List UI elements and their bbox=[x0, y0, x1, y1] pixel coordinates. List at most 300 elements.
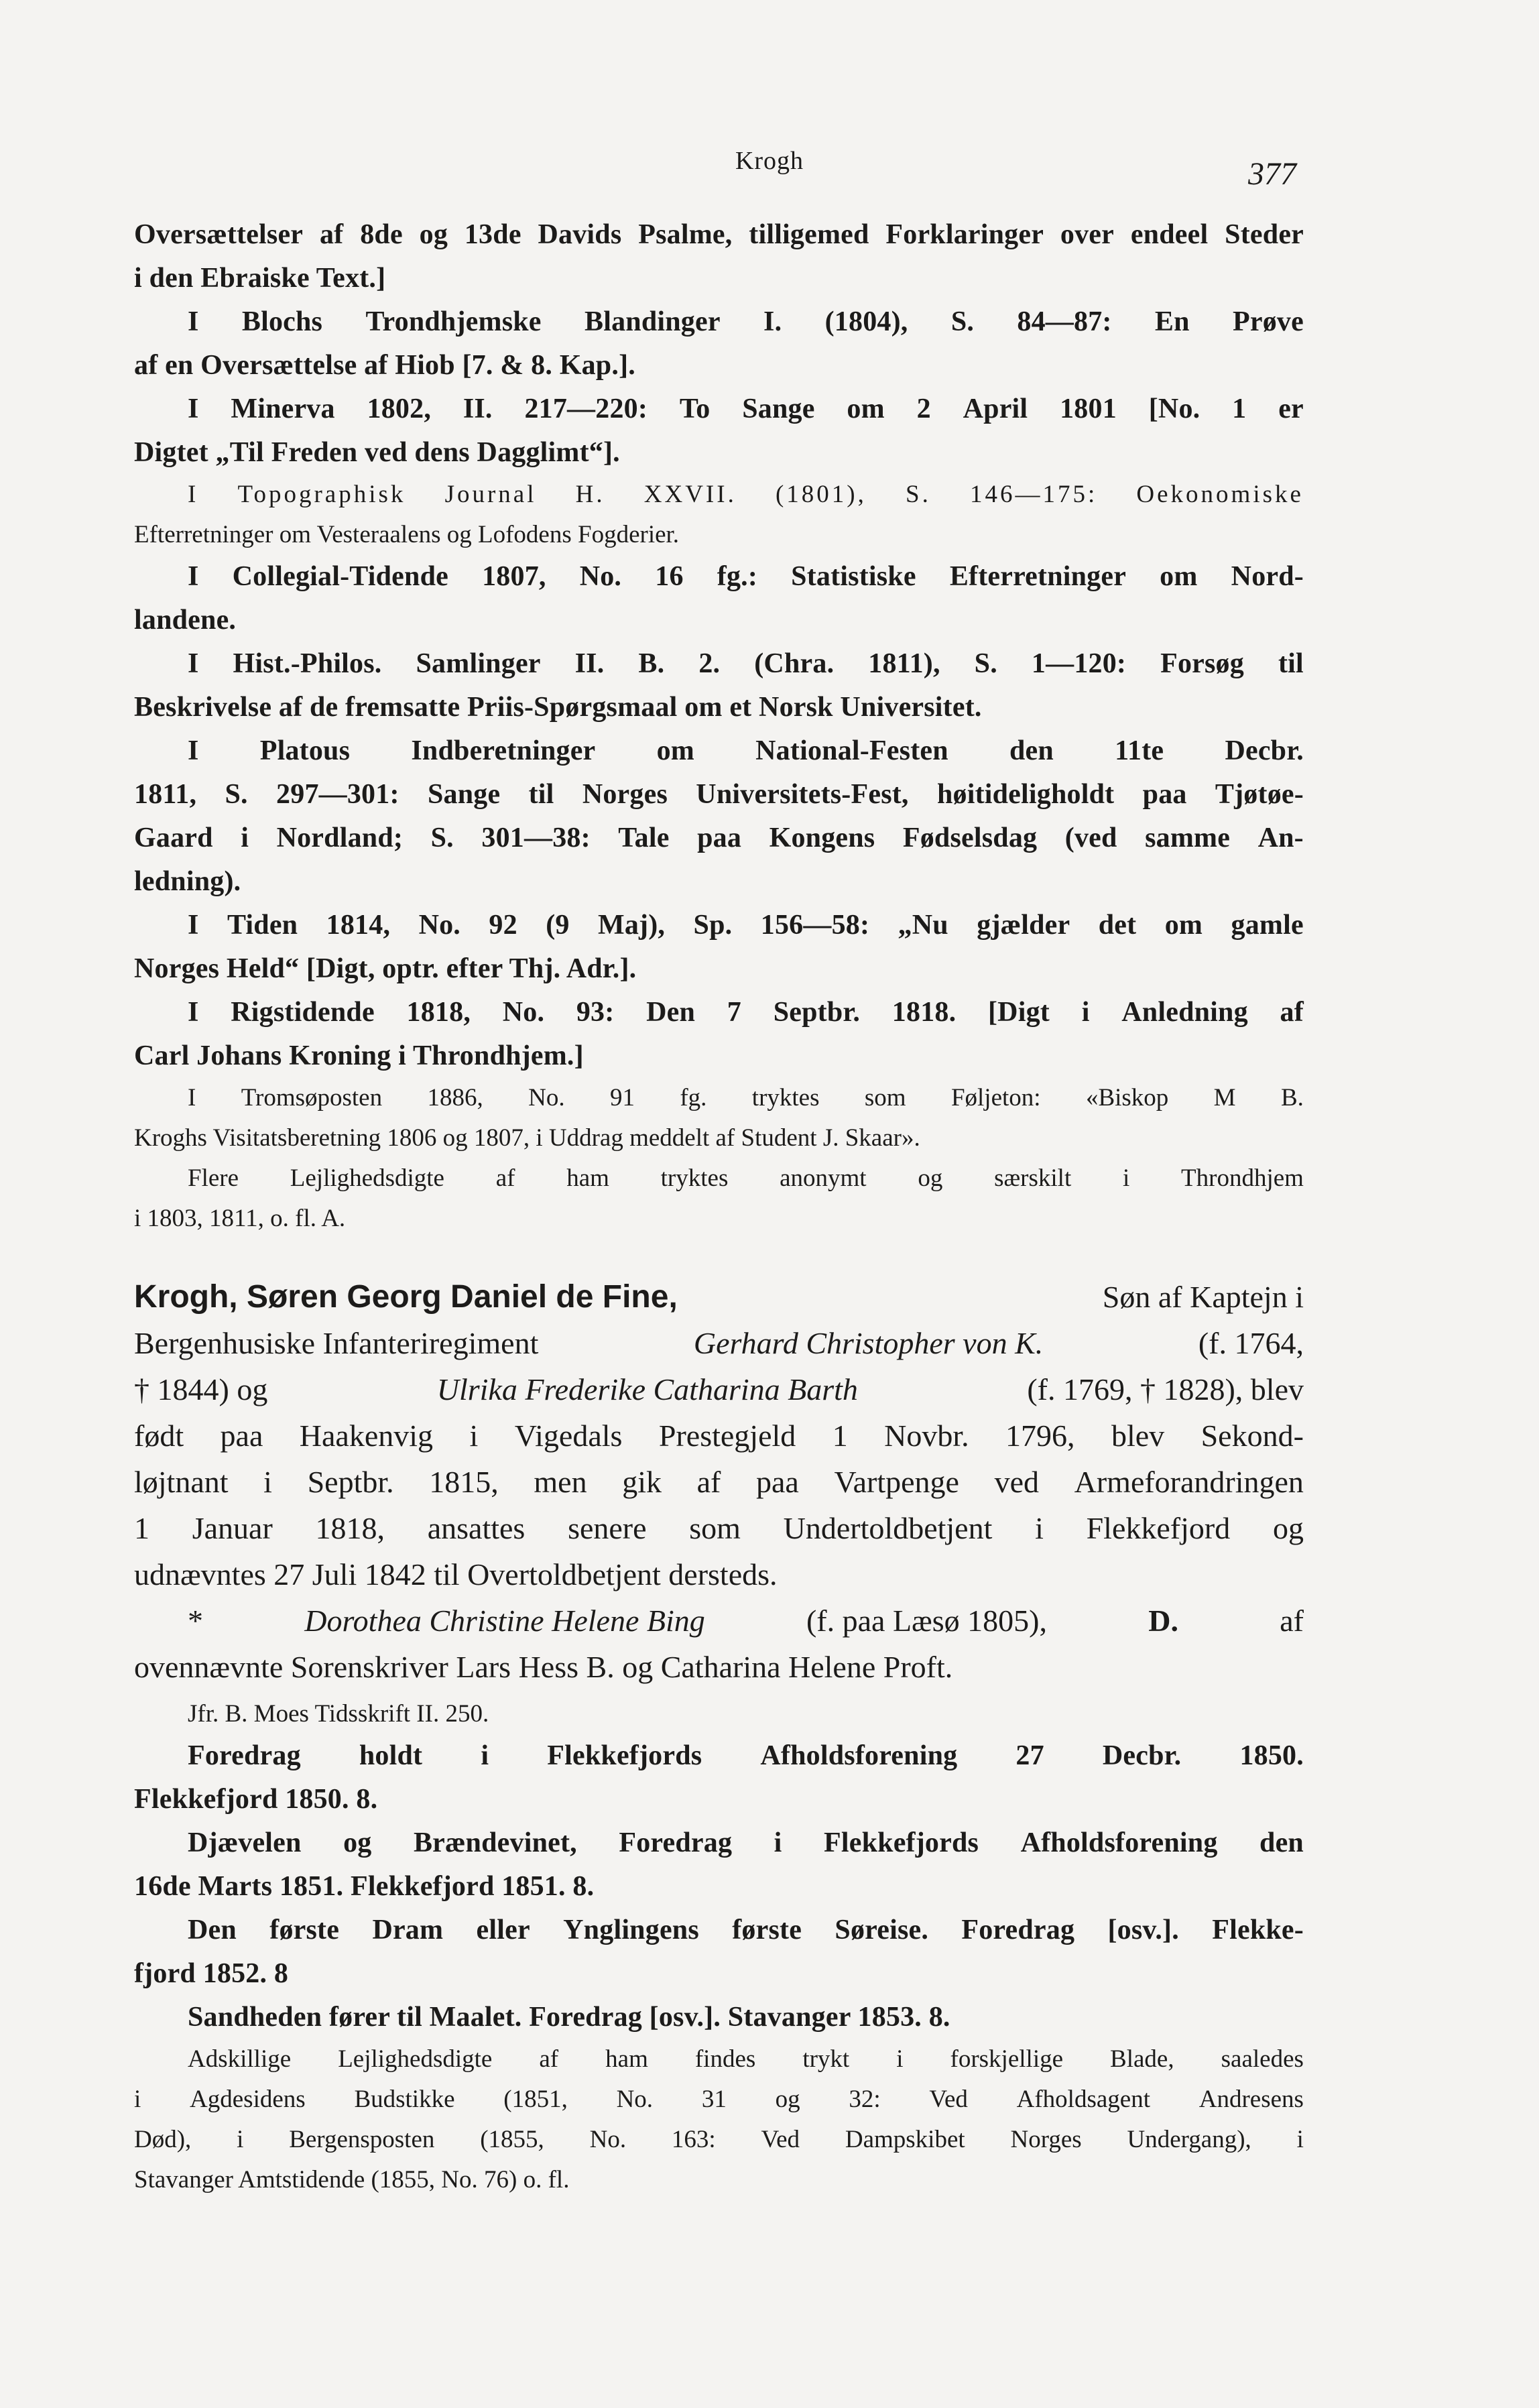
word: I bbox=[188, 1084, 196, 1111]
word: H. bbox=[575, 481, 605, 508]
word: Nord- bbox=[1231, 561, 1304, 592]
word: S. bbox=[906, 481, 931, 508]
word: 1815, bbox=[429, 1465, 499, 1499]
bibliography-entry bbox=[134, 1078, 1304, 1158]
text-line bbox=[134, 1598, 1304, 1644]
text-span bbox=[188, 729, 1304, 773]
word: S. bbox=[950, 306, 975, 337]
word: i bbox=[263, 1465, 272, 1499]
text-span: Efterretninger om Vesteraalens og Lofodens Fogderier. bbox=[134, 521, 680, 548]
word: i bbox=[134, 2086, 141, 2113]
word: M bbox=[1213, 1084, 1236, 1111]
word: som bbox=[864, 1084, 906, 1111]
word: og bbox=[775, 2086, 800, 2113]
word: (1851, bbox=[503, 2086, 568, 2113]
work-entry bbox=[134, 1734, 1304, 1821]
word: 1 bbox=[134, 1511, 149, 1545]
bibliography-entry bbox=[134, 387, 1304, 475]
word: af bbox=[319, 219, 344, 250]
work-entry bbox=[134, 1821, 1304, 1909]
text-span bbox=[134, 213, 1304, 257]
bibliography-entry bbox=[134, 642, 1304, 729]
word: B. bbox=[1280, 1084, 1304, 1111]
text-span: i 1803, 1811, o. fl. A. bbox=[134, 1205, 346, 1232]
word: 8de bbox=[360, 219, 403, 250]
text-line bbox=[134, 860, 1304, 904]
word: 163: bbox=[671, 2126, 716, 2153]
text-line bbox=[134, 2080, 1304, 2120]
word: [osv.]. bbox=[1107, 1915, 1179, 1945]
word: i bbox=[1081, 997, 1090, 1028]
word: Foredrag bbox=[188, 1740, 301, 1771]
text-line bbox=[134, 1551, 1304, 1598]
word: af bbox=[696, 1465, 721, 1499]
word: «Biskop bbox=[1085, 1084, 1169, 1111]
word: Norges bbox=[582, 779, 668, 810]
text-line bbox=[134, 1778, 1304, 1821]
bibliography-entry bbox=[134, 729, 1304, 904]
word: Blochs bbox=[241, 306, 323, 337]
word: An- bbox=[1257, 823, 1304, 853]
word: Statistiske bbox=[791, 561, 916, 592]
word: I bbox=[188, 394, 199, 424]
word: I bbox=[188, 306, 199, 337]
text-line bbox=[134, 257, 1304, 300]
word: 1807, bbox=[482, 561, 546, 592]
word: 2 bbox=[916, 394, 931, 424]
word: 301—38: bbox=[481, 823, 591, 853]
word: anonymt bbox=[780, 1164, 867, 1192]
word: som bbox=[689, 1511, 741, 1545]
word: I bbox=[188, 910, 199, 941]
reference-line bbox=[134, 1694, 1304, 1734]
text-line bbox=[134, 344, 1304, 387]
text-line bbox=[134, 1734, 1304, 1778]
word: holdt bbox=[359, 1740, 423, 1771]
text-line bbox=[134, 1366, 1304, 1412]
text-span: Bergenhusiske Infanteriregiment bbox=[134, 1326, 539, 1360]
word: 16 bbox=[655, 561, 684, 592]
text-span: ledning). bbox=[134, 866, 241, 897]
text-line bbox=[134, 1996, 1304, 2039]
text-span bbox=[188, 1158, 1304, 1199]
bibliography-entry bbox=[134, 555, 1304, 642]
text-span bbox=[188, 1078, 1304, 1118]
word: saaledes bbox=[1221, 2045, 1304, 2073]
bibliography-entry bbox=[134, 213, 1304, 300]
word: Agdesidens bbox=[190, 2086, 306, 2113]
text-span bbox=[188, 2039, 1304, 2080]
word: Throndhjem bbox=[1181, 1164, 1304, 1192]
word: ved bbox=[994, 1465, 1039, 1499]
text-line bbox=[134, 1909, 1304, 1952]
text-line bbox=[134, 729, 1304, 773]
word: Norges bbox=[1010, 2126, 1082, 2153]
word: over bbox=[1060, 219, 1114, 250]
word: tryktes bbox=[751, 1084, 820, 1111]
word: (1804), bbox=[824, 306, 908, 337]
word: Nordland; bbox=[276, 823, 404, 853]
text-span bbox=[188, 475, 1304, 515]
text-span bbox=[188, 300, 1304, 344]
page-body bbox=[134, 213, 1304, 2200]
word: Sp. bbox=[693, 910, 733, 941]
word: Vigedals bbox=[514, 1419, 623, 1453]
text-span: af bbox=[1280, 1604, 1304, 1638]
word: Tjøtøe- bbox=[1215, 779, 1304, 810]
bibliography-entry bbox=[134, 991, 1304, 1078]
word: Davids bbox=[538, 219, 622, 250]
text-span bbox=[188, 387, 1304, 431]
word: til bbox=[1278, 648, 1304, 679]
word: (1855, bbox=[480, 2126, 544, 2153]
text-line bbox=[134, 2039, 1304, 2080]
word: Den bbox=[646, 997, 696, 1028]
word: 91 bbox=[609, 1084, 635, 1111]
text-span bbox=[188, 904, 1304, 947]
text-span: Norges Held“ [Digt, optr. efter Thj. Adr.]. bbox=[134, 953, 637, 984]
word: Sange bbox=[742, 394, 815, 424]
word: Universitets-Fest, bbox=[696, 779, 909, 810]
word: Forklaringer bbox=[885, 219, 1044, 250]
word: Armeforandringen bbox=[1074, 1465, 1304, 1499]
text-span bbox=[188, 1734, 1304, 1778]
word: Tale bbox=[618, 823, 670, 853]
word: 2. bbox=[698, 648, 721, 679]
text-span: fjord 1852. 8 bbox=[134, 1958, 289, 1989]
word: tilligemed bbox=[749, 219, 869, 250]
word: Psalme, bbox=[638, 219, 733, 250]
word: det bbox=[1098, 910, 1137, 941]
word: født bbox=[134, 1419, 184, 1453]
word: I bbox=[188, 997, 199, 1028]
text-span: i den Ebraiske Text.] bbox=[134, 263, 386, 294]
word: Flere bbox=[188, 1164, 239, 1192]
word: Føljeton: bbox=[950, 1084, 1041, 1111]
word: Ynglingens bbox=[563, 1915, 699, 1945]
word: Steder bbox=[1225, 219, 1304, 250]
word: 217—220: bbox=[524, 394, 648, 424]
word: af bbox=[539, 2045, 559, 2073]
word: Januar bbox=[192, 1511, 273, 1545]
word: i bbox=[241, 823, 249, 853]
word: endeel bbox=[1130, 219, 1209, 250]
word: om bbox=[1160, 561, 1198, 592]
text-span: ovennævnte Sorenskriver Lars Hess B. og Catharina Helene Proft. bbox=[134, 1650, 953, 1684]
word: 1814, bbox=[326, 910, 391, 941]
text-line bbox=[134, 1034, 1304, 1078]
word: Trondhjemske bbox=[365, 306, 542, 337]
word: om bbox=[847, 394, 885, 424]
text-span bbox=[188, 1821, 1304, 1865]
word: II. bbox=[463, 394, 493, 424]
text-span: Søn af Kaptejn i bbox=[1102, 1280, 1304, 1314]
word: 1 bbox=[832, 1419, 848, 1453]
word: Minerva bbox=[231, 394, 335, 424]
word: fg. bbox=[680, 1084, 707, 1111]
text-line bbox=[134, 1644, 1304, 1690]
word: Oekonomiske bbox=[1136, 481, 1304, 508]
work-entry bbox=[134, 1909, 1304, 1996]
word: samme bbox=[1145, 823, 1231, 853]
text-line bbox=[134, 1821, 1304, 1865]
word: i bbox=[896, 2045, 904, 2073]
word: i bbox=[1122, 1164, 1130, 1192]
word: blev bbox=[1111, 1419, 1165, 1453]
text-span bbox=[188, 642, 1304, 686]
word: Decbr. bbox=[1225, 735, 1304, 766]
text-span: landene. bbox=[134, 605, 237, 636]
text-line bbox=[134, 2120, 1304, 2160]
word: Indberetninger bbox=[411, 735, 596, 766]
word: Samlinger bbox=[416, 648, 541, 679]
word: første bbox=[269, 1915, 340, 1945]
word: Tiden bbox=[227, 910, 298, 941]
text-line bbox=[134, 1412, 1304, 1459]
word: 1886, bbox=[427, 1084, 483, 1111]
word: ham bbox=[566, 1164, 609, 1192]
text-line bbox=[134, 773, 1304, 817]
text-line bbox=[134, 475, 1304, 515]
word: Fødselsdag bbox=[902, 823, 1038, 853]
word: Flekke- bbox=[1212, 1915, 1304, 1945]
text-line bbox=[134, 991, 1304, 1034]
word: ansattes bbox=[427, 1511, 526, 1545]
word: Hist.-Philos. bbox=[233, 648, 382, 679]
word: To bbox=[679, 394, 711, 424]
text-line bbox=[134, 1078, 1304, 1118]
word: 1818, bbox=[315, 1511, 385, 1545]
word: første bbox=[732, 1915, 802, 1945]
word: XXVII. bbox=[643, 481, 737, 508]
bibliography-entry bbox=[134, 300, 1304, 387]
text-line bbox=[134, 1118, 1304, 1158]
person-name: Krogh, Søren Georg Daniel de Fine, bbox=[134, 1279, 678, 1315]
text-line bbox=[134, 387, 1304, 431]
text-line bbox=[134, 599, 1304, 642]
word: senere bbox=[568, 1511, 647, 1545]
text-line bbox=[134, 947, 1304, 991]
word: Journal bbox=[444, 481, 537, 508]
text-line bbox=[134, 1320, 1304, 1366]
word: løjtnant bbox=[134, 1465, 229, 1499]
word: I bbox=[188, 561, 199, 592]
word: i bbox=[1296, 2126, 1304, 2153]
text-span bbox=[188, 555, 1304, 599]
word: Blandinger bbox=[584, 306, 721, 337]
text-line bbox=[134, 642, 1304, 686]
mother-name: Ulrika Frederike Catharina Barth bbox=[436, 1372, 858, 1406]
work-entry bbox=[134, 1996, 1304, 2039]
word: Flekkefjords bbox=[824, 1827, 979, 1858]
word: Dampskibet bbox=[845, 2126, 965, 2153]
word: [No. bbox=[1148, 394, 1201, 424]
text-line bbox=[134, 1459, 1304, 1505]
word: 13de bbox=[464, 219, 521, 250]
word: Oversættelser bbox=[134, 219, 304, 250]
word: 297—301: bbox=[276, 779, 399, 810]
text-span: † 1844) og bbox=[134, 1372, 268, 1406]
word: Afholdsforening bbox=[760, 1740, 958, 1771]
word: (1801), bbox=[775, 481, 867, 508]
word: Dram bbox=[372, 1915, 444, 1945]
word: Flekkefjords bbox=[547, 1740, 702, 1771]
word: 1801 bbox=[1060, 394, 1117, 424]
word: S. bbox=[225, 779, 248, 810]
word: Død), bbox=[134, 2126, 192, 2153]
word: af bbox=[495, 1164, 515, 1192]
word: (ved bbox=[1064, 823, 1117, 853]
word: Lejlighedsdigte bbox=[290, 1164, 444, 1192]
word: 1796, bbox=[1005, 1419, 1075, 1453]
word: No. bbox=[528, 1084, 565, 1111]
word: Septbr. bbox=[773, 997, 861, 1028]
word: 92 bbox=[489, 910, 517, 941]
word: En bbox=[1154, 306, 1190, 337]
text-span bbox=[134, 817, 1304, 860]
word: Blade, bbox=[1110, 2045, 1174, 2073]
bibliography-entry bbox=[134, 904, 1304, 991]
text-span: Sandheden fører til Maalet. Foredrag [osv.]. Stavanger 1853. 8. bbox=[188, 2002, 950, 2033]
word: Adskillige bbox=[188, 2045, 292, 2073]
word: Novbr. bbox=[884, 1419, 969, 1453]
word: No. bbox=[418, 910, 460, 941]
word: den bbox=[1259, 1827, 1304, 1858]
word: S. bbox=[430, 823, 454, 853]
text-line bbox=[134, 817, 1304, 860]
word: 32: bbox=[849, 2086, 881, 2113]
text-span: D. bbox=[1148, 1604, 1178, 1638]
word: til bbox=[528, 779, 554, 810]
word: om bbox=[1164, 910, 1203, 941]
text-span: (f. 1769, † 1828), blev bbox=[1027, 1372, 1304, 1406]
word: findes bbox=[694, 2045, 756, 2073]
text-span: Jfr. B. Moes Tidsskrift II. 250. bbox=[188, 1700, 489, 1728]
word: Foredrag bbox=[961, 1915, 1075, 1945]
word: gik bbox=[622, 1465, 662, 1499]
text-span: af en Oversættelse af Hiob [7. & 8. Kap.]. bbox=[134, 350, 635, 381]
word: Sange bbox=[427, 779, 501, 810]
word: Ved bbox=[761, 2126, 800, 2153]
word: 1811, bbox=[134, 779, 197, 810]
text-span: Carl Johans Kroning i Throndhjem.] bbox=[134, 1040, 584, 1071]
word: Foredrag bbox=[619, 1827, 733, 1858]
text-span bbox=[188, 1909, 1304, 1952]
word: Prøve bbox=[1233, 306, 1304, 337]
running-header: Krogh bbox=[735, 147, 804, 175]
word: i bbox=[237, 2126, 244, 2153]
father-name: Gerhard Christopher von K. bbox=[693, 1326, 1044, 1360]
word: 11te bbox=[1115, 735, 1164, 766]
word: 156—58: bbox=[760, 910, 870, 941]
spouse-marker: * bbox=[188, 1604, 203, 1638]
word: Budstikke bbox=[354, 2086, 455, 2113]
word: Rigstidende bbox=[231, 997, 375, 1028]
text-span bbox=[134, 1505, 1304, 1551]
word: „Nu bbox=[898, 910, 948, 941]
word: 146—175: bbox=[969, 481, 1098, 508]
word: forskjellige bbox=[950, 2045, 1064, 2073]
text-span: udnævntes 27 Juli 1842 til Overtoldbetjent dersteds. bbox=[134, 1557, 778, 1591]
word: [Digt bbox=[988, 997, 1050, 1028]
word: i bbox=[1035, 1511, 1044, 1545]
word: gjælder bbox=[977, 910, 1070, 941]
word: II. bbox=[574, 648, 605, 679]
word: Undergang), bbox=[1127, 2126, 1251, 2153]
word: og bbox=[343, 1827, 372, 1858]
word: I bbox=[188, 481, 199, 508]
word: Anledning bbox=[1121, 997, 1248, 1028]
word: om bbox=[656, 735, 694, 766]
word: Afholdsforening bbox=[1020, 1827, 1218, 1858]
word: Haakenvig bbox=[299, 1419, 434, 1453]
word: 1—120: bbox=[1031, 648, 1127, 679]
word: Prestegjeld bbox=[658, 1419, 796, 1453]
word: paa bbox=[697, 823, 742, 853]
word: No. bbox=[502, 997, 545, 1028]
word: og bbox=[419, 219, 448, 250]
text-span: Stavanger Amtstidende (1855, No. 76) o. fl. bbox=[134, 2166, 570, 2193]
text-line bbox=[134, 1505, 1304, 1551]
bibliography-entry bbox=[134, 1158, 1304, 1239]
word: den bbox=[1009, 735, 1054, 766]
word: Vartpenge bbox=[834, 1465, 959, 1499]
text-line bbox=[134, 431, 1304, 475]
text-line bbox=[134, 1952, 1304, 1996]
word: Septbr. bbox=[307, 1465, 394, 1499]
text-span bbox=[134, 1412, 1304, 1459]
word: Flekkefjord bbox=[1086, 1511, 1231, 1545]
word: i bbox=[469, 1419, 479, 1453]
work-entry bbox=[134, 2039, 1304, 2200]
text-line bbox=[134, 2160, 1304, 2200]
word: Afholdsagent bbox=[1016, 2086, 1150, 2113]
text-span: Digtet „Til Freden ved dens Dagglimt“]. bbox=[134, 437, 620, 468]
word: 1818. bbox=[891, 997, 957, 1028]
word: paa bbox=[1142, 779, 1187, 810]
word: ham bbox=[605, 2045, 648, 2073]
text-line bbox=[134, 555, 1304, 599]
word: 1811), bbox=[868, 648, 940, 679]
word: April bbox=[963, 394, 1028, 424]
text-line bbox=[134, 1199, 1304, 1239]
text-line bbox=[134, 904, 1304, 947]
word: men bbox=[534, 1465, 587, 1499]
word: No. bbox=[579, 561, 622, 592]
text-span bbox=[188, 991, 1304, 1034]
word: I bbox=[188, 735, 199, 766]
word: Brændevinet, bbox=[413, 1827, 577, 1858]
text-span bbox=[134, 1459, 1304, 1505]
word: paa bbox=[756, 1465, 799, 1499]
page-number: 377 bbox=[1248, 156, 1296, 192]
text-span: Kroghs Visitatsberetning 1806 og 1807, i Uddrag meddelt af Student J. Skaar». bbox=[134, 1124, 920, 1152]
word: Sekond- bbox=[1201, 1419, 1304, 1453]
word: Gaard bbox=[134, 823, 213, 853]
word: Lejlighedsdigte bbox=[338, 2045, 493, 2073]
word: Den bbox=[188, 1915, 237, 1945]
word: I. bbox=[763, 306, 782, 337]
word: 1 bbox=[1232, 394, 1247, 424]
word: 1850. bbox=[1239, 1740, 1304, 1771]
word: eller bbox=[476, 1915, 530, 1945]
biography-entry bbox=[134, 1274, 1304, 1734]
text-span bbox=[134, 773, 1304, 817]
word: i bbox=[774, 1827, 782, 1858]
text-span bbox=[134, 2120, 1304, 2160]
word: Platous bbox=[259, 735, 351, 766]
word: 7 bbox=[727, 997, 741, 1028]
